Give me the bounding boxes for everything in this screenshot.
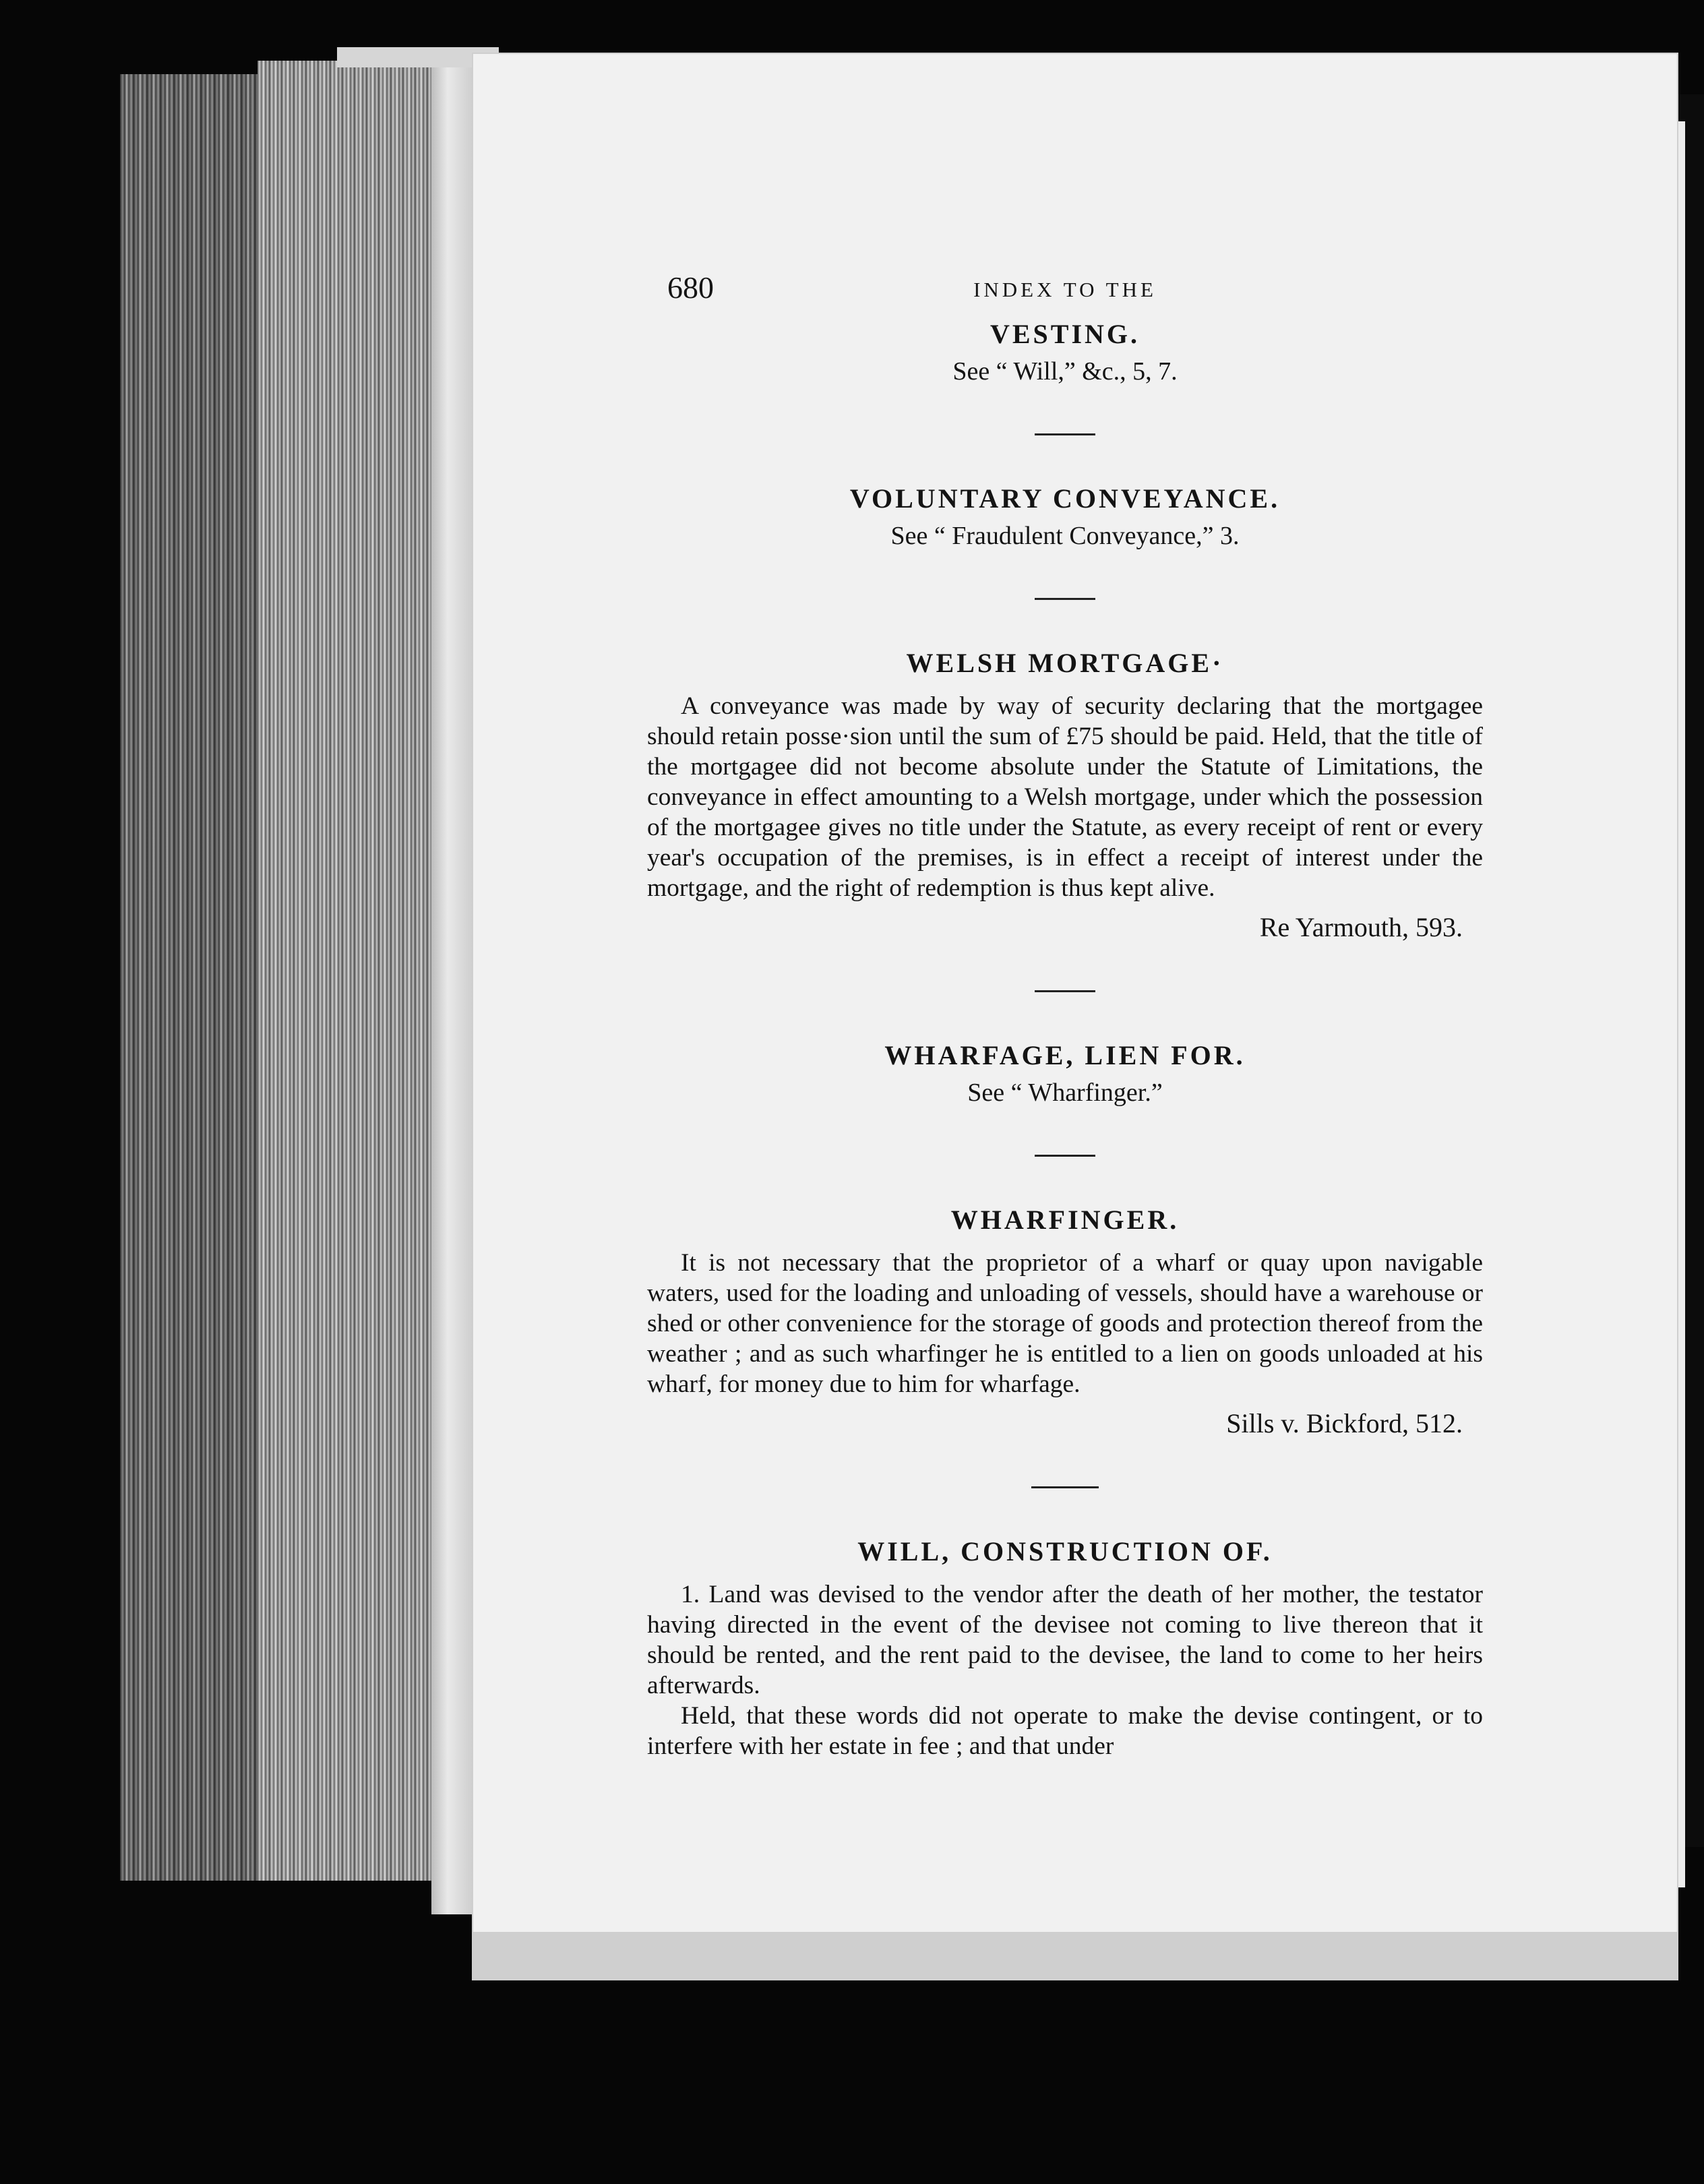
section-divider [1035, 1155, 1095, 1157]
cross-reference: See “ Fraudulent Conveyance,” 3. [890, 522, 1240, 550]
entry-vesting [647, 318, 1483, 386]
case-citation: Re Yarmouth, 593. [1259, 912, 1463, 942]
entry-wharfage [647, 1039, 1483, 1108]
entry-text: It is not necessary that the proprietor of a wharf or quay upon navigable waters, used for the loading and unloading of vessels, should have a warehouse or shed or other convenience for the storage of goods and protection thereof from the weather ; and as such wharfinger he is entitled to a lien on goods unloaded at his wharf, for money due to him for wharfage. [647, 1249, 1483, 1398]
running-head: INDEX TO THE [973, 278, 1157, 301]
entry-heading: VESTING. [990, 319, 1140, 349]
page-content [647, 270, 1483, 1761]
entry-welsh-mortgage [647, 647, 1483, 943]
entry-heading: WILL, CONSTRUCTION OF. [857, 1536, 1273, 1567]
section-divider [1031, 1486, 1099, 1488]
page-bottom-edge [472, 1933, 1678, 1980]
page-edges-inner [257, 61, 433, 1881]
entry-heading: WHARFAGE, LIEN FOR. [884, 1040, 1246, 1070]
page-edges-outer [120, 74, 262, 1881]
page-number: 680 [667, 270, 714, 305]
cross-reference: See “ Will,” &c., 5, 7. [952, 357, 1178, 386]
entry-heading: VOLUNTARY CONVEYANCE. [849, 483, 1281, 514]
entry-text-continued: Held, that these words did not operate to make the devise contingent, or to interfere with her estate in fee ; and that under [647, 1702, 1483, 1760]
entry-text: 1. Land was devised to the vendor after the death of her mother, the testator having directed in the event of the devisee not coming to live thereon that it should be rented, and the rent paid to the devisee, the land to come to her heirs afterwards. [647, 1581, 1483, 1699]
page-header [647, 270, 1483, 317]
case-citation: Sills v. Bickford, 512. [1226, 1408, 1463, 1438]
entry-heading: WELSH MORTGAGE· [906, 648, 1224, 678]
entry-will-construction [647, 1536, 1483, 1761]
entry-wharfinger [647, 1204, 1483, 1439]
entry-voluntary-conveyance [647, 483, 1483, 551]
cross-reference: See “ Wharfinger.” [967, 1079, 1163, 1107]
entry-text: A conveyance was made by way of security declaring that the mortgagee should retain posse·sion until the sum of £75 should be paid. Held, that the title of the mortgagee did not become absolute under the Statute of Limitations, the conveyance in effect amounting to a Welsh mortgage, under which the possession of the mortgagee gives no title under the Statute, as every receipt of rent or every year's occupation of the premises, is in effect a receipt of interest under the mortgage, and the right of redemption is thus kept alive. [647, 692, 1483, 902]
section-divider [1035, 990, 1095, 992]
section-divider [1035, 433, 1095, 435]
entry-heading: WHARFINGER. [950, 1205, 1180, 1235]
section-divider [1035, 598, 1095, 600]
page-edge-strip [431, 54, 472, 1914]
